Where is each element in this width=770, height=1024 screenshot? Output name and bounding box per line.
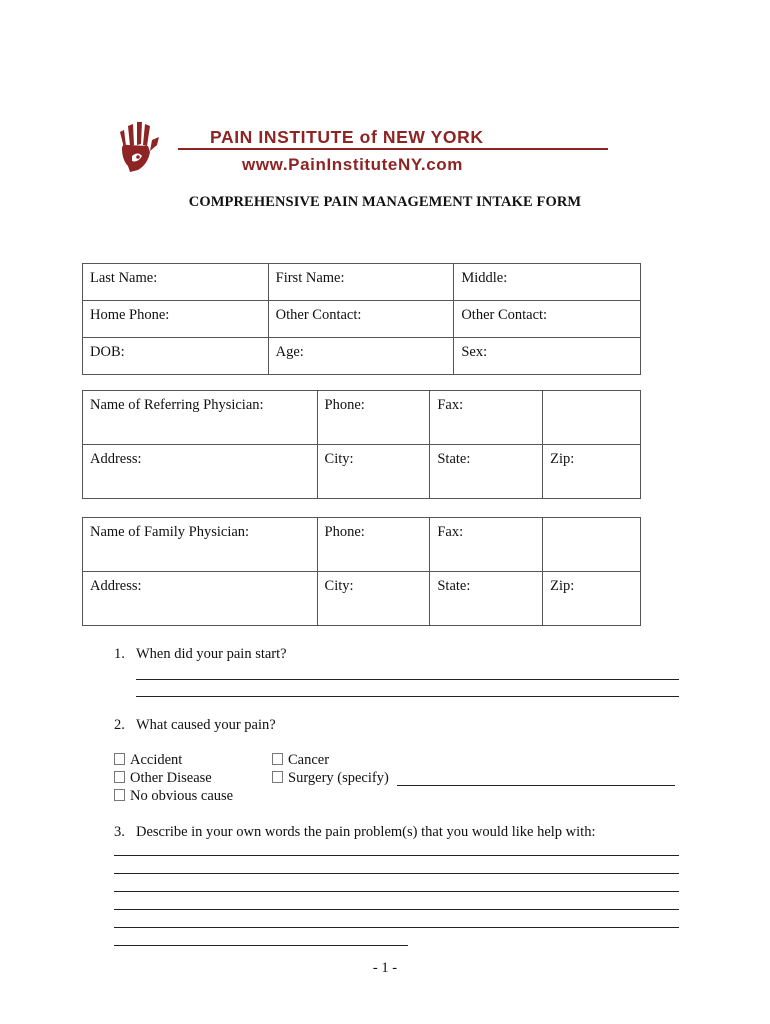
checkbox-icon[interactable] [114, 789, 125, 801]
question-2 [114, 717, 276, 734]
organization-name: PAIN INSTITUTE of NEW YORK [210, 127, 484, 147]
option-cancer[interactable] [272, 752, 329, 769]
table-row [83, 264, 641, 301]
table-row [83, 572, 641, 626]
table-row [83, 338, 641, 375]
referring-fax-field[interactable]: Fax: [430, 391, 543, 445]
option-no-obvious-cause[interactable] [114, 788, 233, 805]
referring-address-field[interactable]: Address: [83, 445, 318, 499]
family-phone-field[interactable]: Phone: [317, 518, 430, 572]
option-label: Surgery (specify) [288, 770, 389, 786]
option-label: Cancer [288, 752, 330, 768]
option-other-disease[interactable] [114, 770, 212, 787]
family-zip-field[interactable]: Zip: [543, 572, 641, 626]
organization-url: www.PainInstituteNY.com [242, 155, 463, 174]
referring-zip-field[interactable]: Zip: [543, 445, 641, 499]
option-label: Other Disease [130, 770, 212, 786]
family-city-field[interactable]: City: [317, 572, 430, 626]
option-label: No obvious cause [130, 788, 234, 804]
family-address-field[interactable]: Address: [83, 572, 318, 626]
other-contact-field[interactable]: Other Contact: [268, 301, 454, 338]
family-empty-cell[interactable] [543, 518, 641, 572]
q3-answer-line-1[interactable] [114, 855, 679, 856]
other-contact-field-2[interactable]: Other Contact: [454, 301, 641, 338]
question-number: 2. [114, 717, 125, 733]
question-1 [114, 646, 287, 663]
referring-phone-field[interactable]: Phone: [317, 391, 430, 445]
q3-answer-line-3[interactable] [114, 891, 679, 892]
family-physician-table [82, 517, 641, 626]
patient-info-table [82, 263, 641, 375]
checkbox-icon[interactable] [114, 771, 125, 783]
option-accident[interactable] [114, 752, 182, 769]
referring-state-field[interactable]: State: [430, 445, 543, 499]
referring-physician-name-field[interactable]: Name of Referring Physician: [83, 391, 318, 445]
checkbox-icon[interactable] [272, 771, 283, 783]
question-number: 1. [114, 646, 125, 662]
middle-name-field[interactable]: Middle: [454, 264, 641, 301]
surgery-specify-line[interactable] [397, 785, 675, 786]
question-text: When did your pain start? [136, 646, 287, 662]
table-row [83, 518, 641, 572]
question-text: What caused your pain? [136, 717, 276, 733]
q3-answer-line-4[interactable] [114, 909, 679, 910]
first-name-field[interactable]: First Name: [268, 264, 454, 301]
table-row [83, 391, 641, 445]
q3-answer-line-2[interactable] [114, 873, 679, 874]
family-physician-name-field[interactable]: Name of Family Physician: [83, 518, 318, 572]
referring-physician-table [82, 390, 641, 499]
family-fax-field[interactable]: Fax: [430, 518, 543, 572]
sex-field[interactable]: Sex: [454, 338, 641, 375]
q1-answer-line-2[interactable] [136, 696, 679, 697]
checkbox-icon[interactable] [272, 753, 283, 765]
option-surgery[interactable] [272, 770, 389, 787]
option-label: Accident [130, 752, 183, 768]
home-phone-field[interactable]: Home Phone: [83, 301, 269, 338]
referring-empty-cell[interactable] [543, 391, 641, 445]
q1-answer-line-1[interactable] [136, 679, 679, 680]
q3-answer-line-6[interactable] [114, 945, 408, 946]
last-name-field[interactable]: Last Name: [83, 264, 269, 301]
referring-city-field[interactable]: City: [317, 445, 430, 499]
table-row [83, 301, 641, 338]
question-number: 3. [114, 824, 125, 840]
dob-field[interactable]: DOB: [83, 338, 269, 375]
hand-logo-icon [112, 118, 168, 174]
table-row [83, 445, 641, 499]
question-text: Describe in your own words the pain problem(s) that you would like help with: [136, 824, 596, 840]
page-number: - 1 - [372, 960, 398, 976]
question-3 [114, 824, 595, 841]
checkbox-icon[interactable] [114, 753, 125, 765]
form-title: COMPREHENSIVE PAIN MANAGEMENT INTAKE FORM [188, 194, 582, 210]
header-divider [178, 148, 608, 150]
q3-answer-line-5[interactable] [114, 927, 679, 928]
age-field[interactable]: Age: [268, 338, 454, 375]
family-state-field[interactable]: State: [430, 572, 543, 626]
